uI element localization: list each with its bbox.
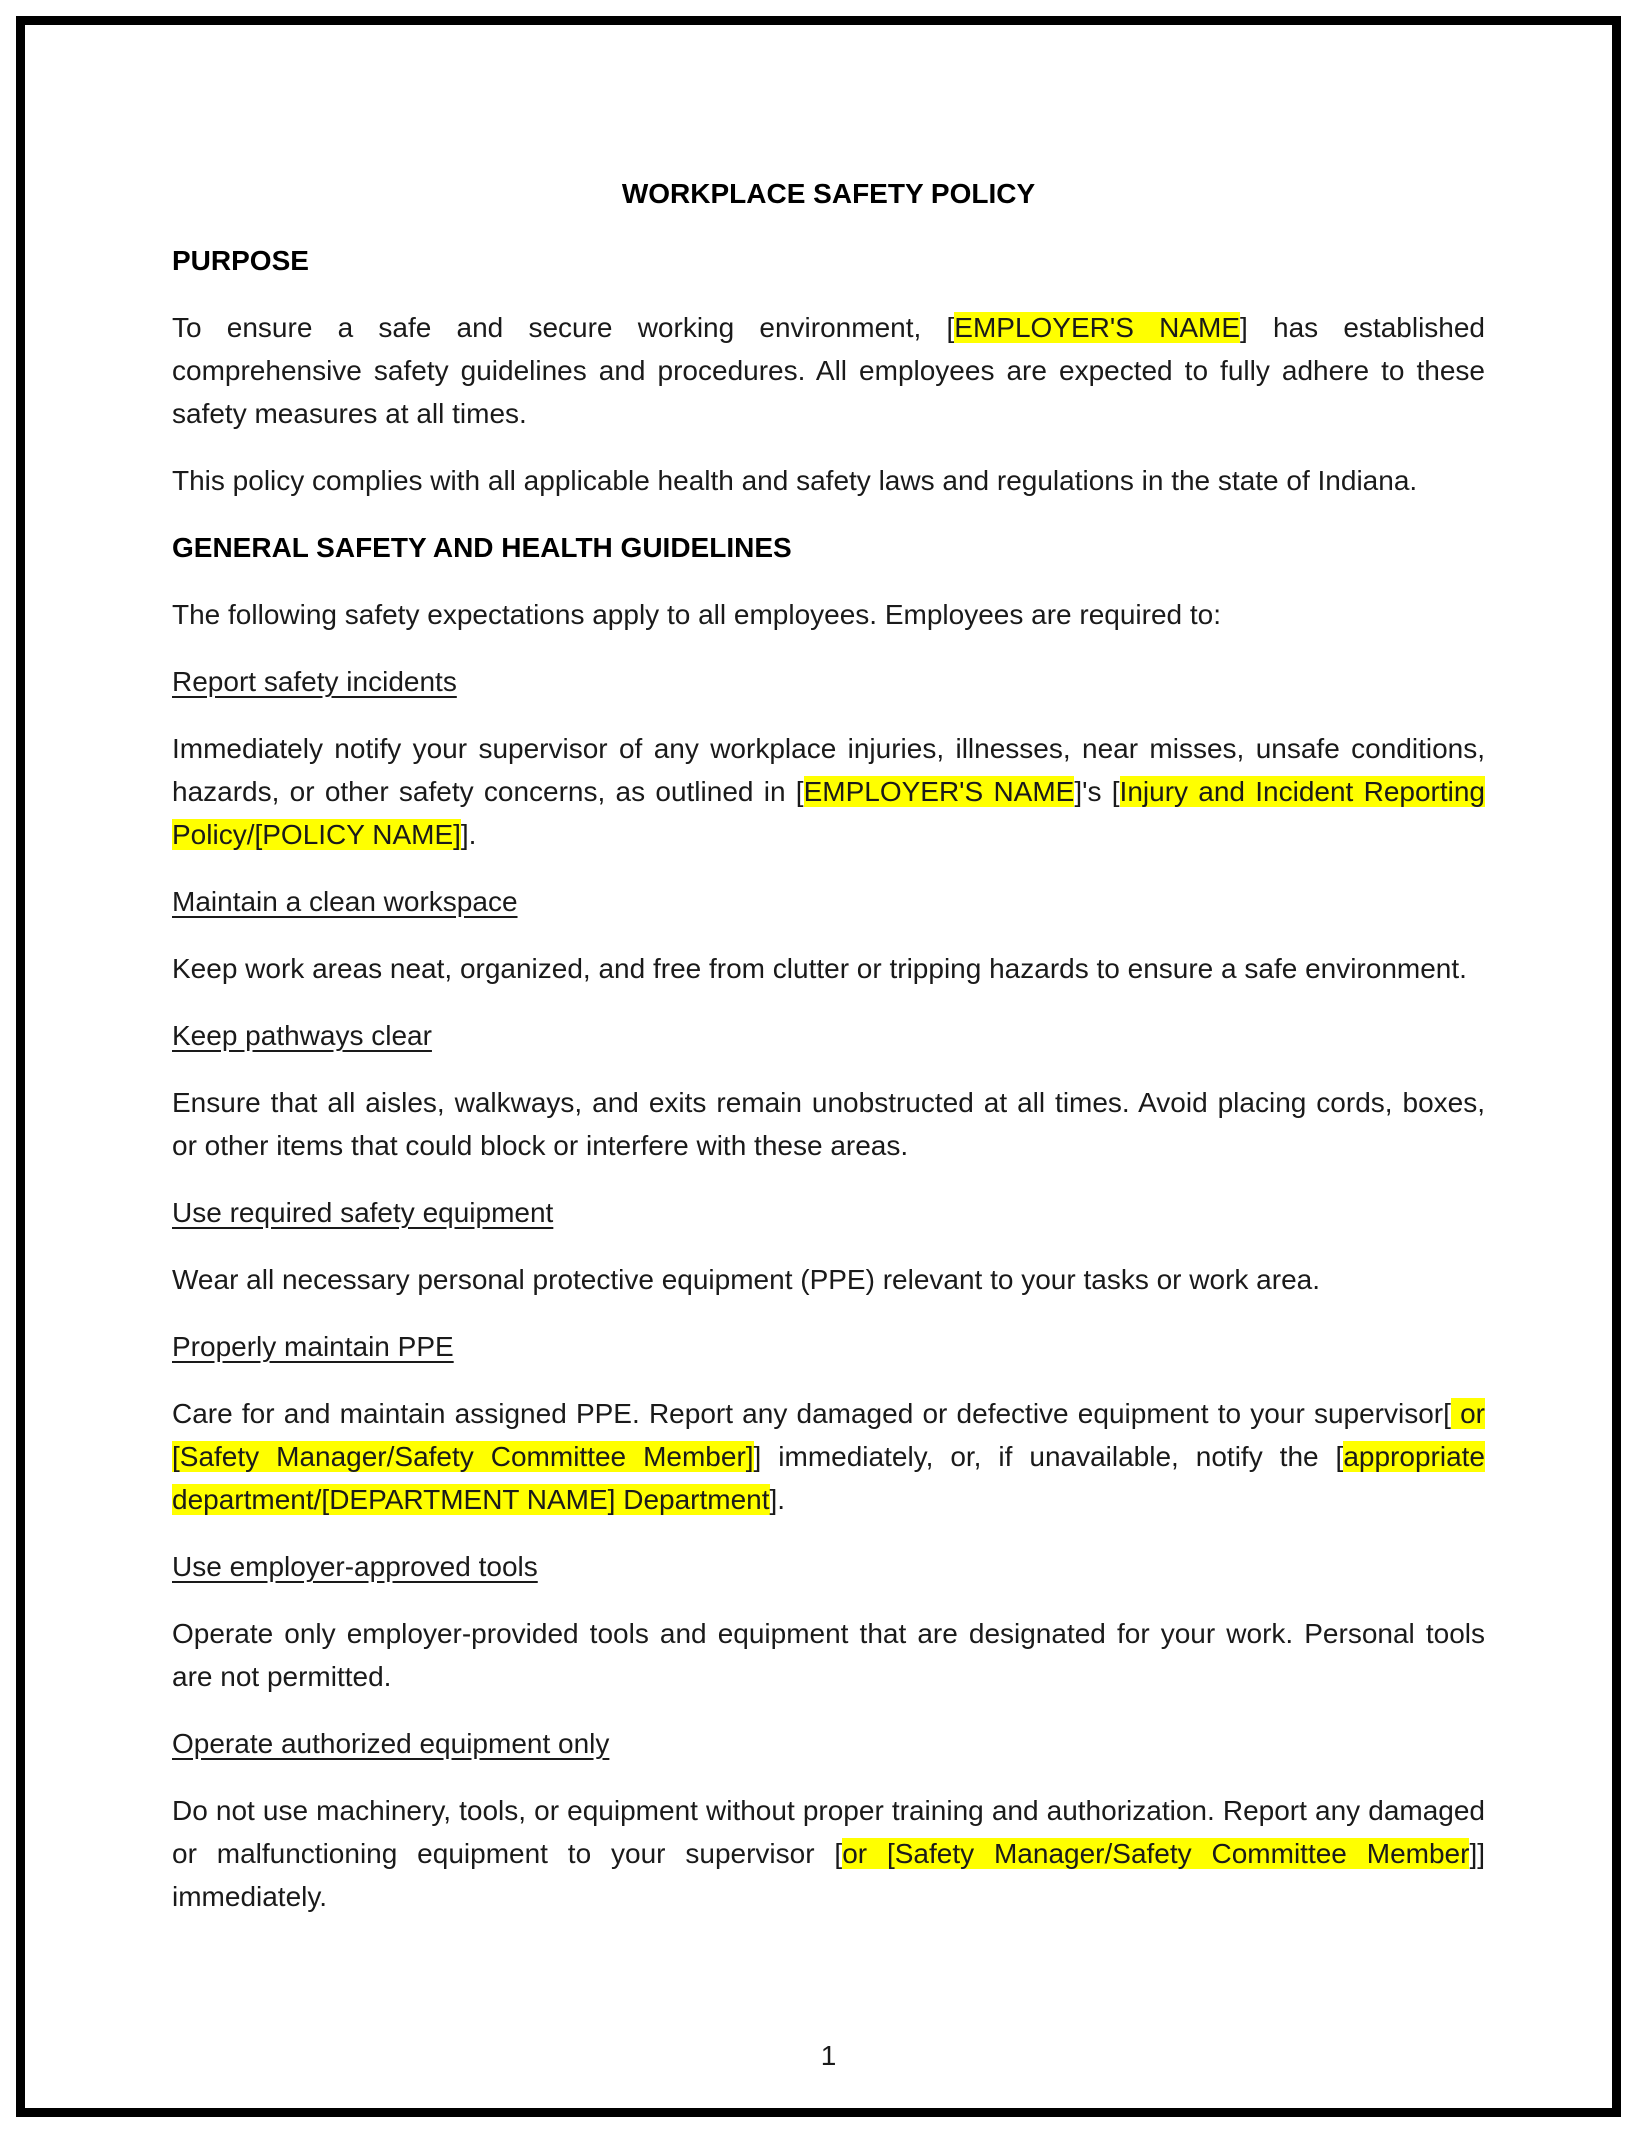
paragraph-use-required-safety-equipment xyxy=(172,1258,1485,1301)
text-run: The following safety expectations apply to all employees. Employees are required to: xyxy=(172,599,1222,630)
text-run: Wear all necessary personal protective equipment (PPE) relevant to your tasks or work area. xyxy=(172,1264,1320,1295)
page-number: 1 xyxy=(820,2040,837,2071)
paragraph-maintain-clean-workspace xyxy=(172,947,1485,990)
text-run: Properly maintain PPE xyxy=(172,1331,454,1362)
text-run: Keep work areas neat, organized, and free from clutter or tripping hazards to ensure a safe environment. xyxy=(172,953,1467,984)
paragraph-report-safety-incidents xyxy=(172,727,1485,856)
paragraph-general-intro xyxy=(172,593,1485,636)
text-run: Operate only employer-provided tools and equipment that are designated for your work. Personal tools are not permitted. xyxy=(172,1618,1485,1692)
subheading-maintain-clean-workspace xyxy=(172,880,1485,923)
subheading-properly-maintain-ppe xyxy=(172,1325,1485,1368)
text-run: GENERAL SAFETY AND HEALTH GUIDELINES xyxy=(172,532,792,563)
paragraph-use-employer-approved-tools xyxy=(172,1612,1485,1698)
text-run: Report safety incidents xyxy=(172,666,457,697)
highlighted-placeholder: Injury and Incident Reporting Policy/[POLICY NAME] xyxy=(172,776,1486,850)
text-run: To ensure a safe and secure working environment, [ xyxy=(172,312,955,343)
document-content xyxy=(172,172,1485,1918)
text-run: ]. xyxy=(460,819,477,850)
text-run: Do not use machinery, tools, or equipment without proper training and authorization. Report any damaged or malfunctioning equipment to your supervisor [ xyxy=(172,1795,1485,1869)
document-title xyxy=(172,172,1485,215)
text-run: Use employer-approved tools xyxy=(172,1551,538,1582)
highlighted-placeholder: EMPLOYER'S NAME xyxy=(803,776,1075,807)
text-run: Operate authorized equipment only xyxy=(172,1728,610,1759)
highlighted-placeholder: or [Safety Manager/Safety Committee Member] xyxy=(172,1398,1485,1472)
section-heading-purpose xyxy=(172,239,1485,282)
text-run: WORKPLACE SAFETY POLICY xyxy=(621,178,1036,209)
paragraph-purpose-1 xyxy=(172,306,1485,435)
text-run: ]'s [ xyxy=(1074,776,1120,807)
text-run: ]. xyxy=(769,1484,786,1515)
subheading-keep-pathways-clear xyxy=(172,1014,1485,1057)
text-run: ] immediately, or, if unavailable, notify the [ xyxy=(753,1441,1344,1472)
text-run: Maintain a clean workspace xyxy=(172,886,518,917)
text-run: Immediately notify your supervisor of any workplace injuries, illnesses, near misses, unsafe conditions, hazards, or other safety concerns, as outlined in [ xyxy=(172,733,1485,807)
text-run: ] has established comprehensive safety guidelines and procedures. All employees are expected to fully adhere to these safety measures at all times. xyxy=(172,312,1486,429)
text-run: Keep pathways clear xyxy=(172,1020,432,1051)
text-run: Ensure that all aisles, walkways, and exits remain unobstructed at all times. Avoid placing cords, boxes, or other items that could block or interfere with these areas. xyxy=(172,1087,1485,1161)
subheading-report-safety-incidents xyxy=(172,660,1485,703)
highlighted-placeholder: EMPLOYER'S NAME xyxy=(954,312,1240,343)
text-run: Use required safety equipment xyxy=(172,1197,554,1228)
subheading-use-employer-approved-tools xyxy=(172,1545,1485,1588)
text-run: ]] immediately. xyxy=(172,1838,1486,1912)
highlighted-placeholder: appropriate department/[DEPARTMENT NAME] Department xyxy=(172,1441,1485,1515)
text-run: Care for and maintain assigned PPE. Report any damaged or defective equipment to your supervisor[ xyxy=(172,1398,1451,1429)
text-run: This policy complies with all applicable health and safety laws and regulations in the state of Indiana. xyxy=(172,465,1418,496)
paragraph-properly-maintain-ppe xyxy=(172,1392,1485,1521)
highlighted-placeholder: or [Safety Manager/Safety Committee Member xyxy=(842,1838,1470,1869)
paragraph-keep-pathways-clear xyxy=(172,1081,1485,1167)
subheading-operate-authorized-equipment xyxy=(172,1722,1485,1765)
section-heading-general-safety xyxy=(172,526,1485,569)
subheading-use-required-safety-equipment xyxy=(172,1191,1485,1234)
text-run: PURPOSE xyxy=(172,245,309,276)
paragraph-purpose-2 xyxy=(172,459,1485,502)
paragraph-operate-authorized-equipment xyxy=(172,1789,1485,1918)
